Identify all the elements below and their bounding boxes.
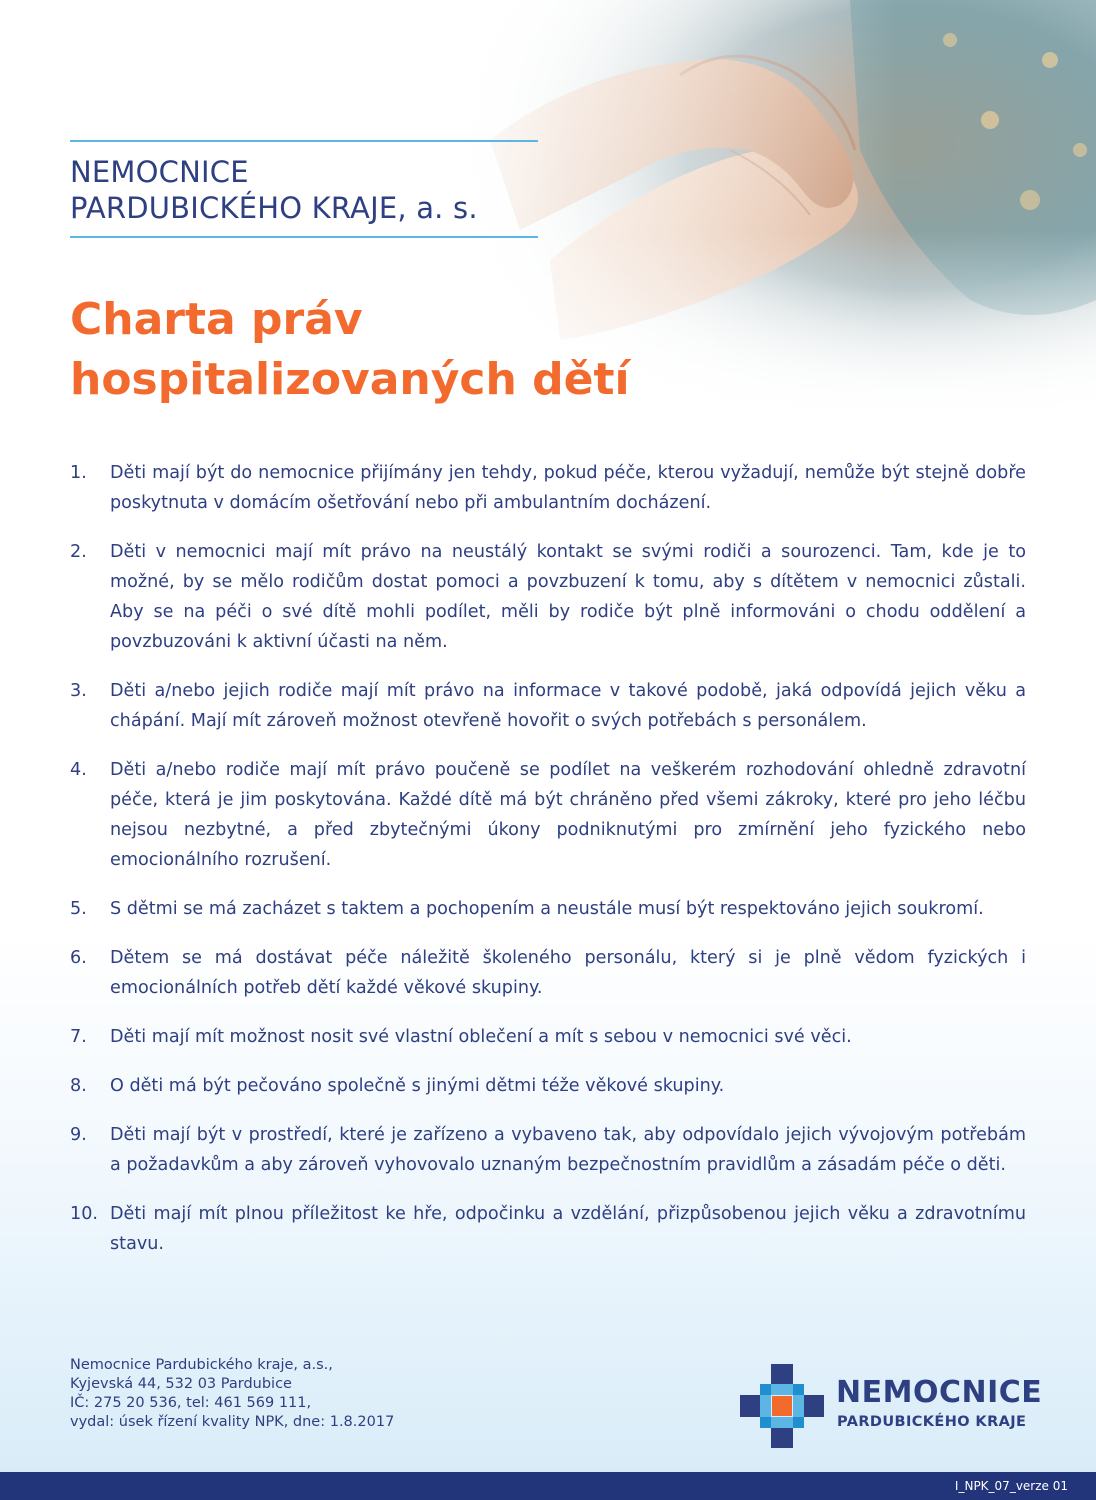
item-number: 5.	[70, 899, 87, 919]
item-text: O děti má být pečováno společně s jinými dětmi téže věkové skupiny.	[110, 1076, 725, 1096]
organization-name	[70, 142, 538, 236]
logo-title: NEMOCNICE	[836, 1375, 1043, 1410]
document-code: I_NPK_07_verze 01	[954, 1479, 1068, 1493]
divider-bottom	[70, 236, 538, 238]
item-text: Děti mají mít plnou příležitost ke hře, odpočinku a vzdělání, přizpůsobenou jejich věku a zdravotnímu stavu.	[110, 1204, 1026, 1254]
list-item	[70, 1022, 1026, 1052]
item-text: Děti a/nebo jejich rodiče mají mít právo na informace v takové podobě, jaká odpovídá jejich věku a chápání. Mají mít zároveň možnost otevřeně hovořit o svých potřebách s personálem.	[110, 681, 1026, 731]
hospital-logo	[740, 1364, 1060, 1448]
item-number: 6.	[70, 948, 87, 968]
address-line: Nemocnice Pardubického kraje, a.s.,	[70, 1357, 333, 1373]
hospital-cross-icon	[740, 1364, 824, 1448]
item-text: Děti mají být v prostředí, které je zařízeno a vybaveno tak, aby odpovídalo jejich vývojovým potřebám a požadavkům a aby zároveň vyhovovalo uznaným bezpečnostním pravidlům a zásadám péče o děti.	[110, 1125, 1026, 1175]
item-number: 10.	[70, 1204, 98, 1224]
list-item	[70, 894, 1026, 924]
item-text: Děti mají mít možnost nosit své vlastní oblečení a mít s sebou v nemocnici své věci.	[110, 1027, 852, 1047]
page-title-line2: hospitalizovaných dětí	[70, 354, 630, 405]
logo-subtitle: PARDUBICKÉHO KRAJE	[837, 1414, 1027, 1430]
footer-bar	[0, 1472, 1096, 1500]
list-item	[70, 1071, 1026, 1101]
item-number: 8.	[70, 1076, 87, 1096]
item-text: S dětmi se má zacházet s taktem a pochopením a neustále musí být respektováno jejich soukromí.	[110, 899, 984, 919]
item-number: 4.	[70, 760, 87, 780]
item-number: 7.	[70, 1027, 87, 1047]
list-item	[70, 1199, 1026, 1259]
organization-header	[70, 140, 538, 238]
item-number: 2.	[70, 542, 87, 562]
list-item	[70, 943, 1026, 1003]
list-item	[70, 676, 1026, 736]
item-number: 1.	[70, 463, 87, 483]
item-text: Děti v nemocnici mají mít právo na neustálý kontakt se svými rodiči a sourozenci. Tam, kde je to možné, by se mělo rodičům dostat pomoci a povzbuzení k tomu, aby s dítětem v nemocnici zůstali. Aby se na péči o své dítě mohli podílet, měli by rodiče být plně informováni o chodu oddělení a povzbuzováni k aktivní účasti na něm.	[110, 542, 1026, 652]
list-item	[70, 1120, 1026, 1180]
organization-name-line2: PARDUBICKÉHO KRAJE, a. s.	[70, 191, 478, 225]
item-number: 3.	[70, 681, 87, 701]
footer-address	[70, 1356, 530, 1432]
item-text: Děti mají být do nemocnice přijímány jen tehdy, pokud péče, kterou vyžadují, nemůže být stejně dobře poskytnuta v domácím ošetřování nebo při ambulantním docházení.	[110, 463, 1026, 513]
page-title	[70, 290, 710, 410]
item-text: Dětem se má dostávat péče náležitě školeného personálu, který si je plně vědom fyzických i emocionálních potřeb dětí každé věkové skupiny.	[110, 948, 1026, 998]
page-title-line1: Charta práv	[70, 294, 363, 345]
address-line: IČ: 275 20 536, tel: 461 569 111,	[70, 1395, 312, 1411]
rights-list	[70, 458, 1026, 1278]
address-line: Kyjevská 44, 532 03 Pardubice	[70, 1376, 292, 1392]
list-item	[70, 755, 1026, 875]
organization-name-line1: NEMOCNICE	[70, 155, 249, 189]
list-item	[70, 537, 1026, 657]
item-text: Děti a/nebo rodiče mají mít právo poučeně se podílet na veškerém rozhodování ohledně zdravotní péče, která je jim poskytována. Každé dítě má být chráněno před všemi zákroky, které pro jeho léčbu nejsou nezbytné, a před zbytečnými úkony podniknutými pro zmírnění jeho fyzického nebo emocionálního rozrušení.	[110, 760, 1026, 870]
list-item	[70, 458, 1026, 518]
item-number: 9.	[70, 1125, 87, 1145]
address-line: vydal: úsek řízení kvality NPK, dne: 1.8.2017	[70, 1414, 395, 1430]
